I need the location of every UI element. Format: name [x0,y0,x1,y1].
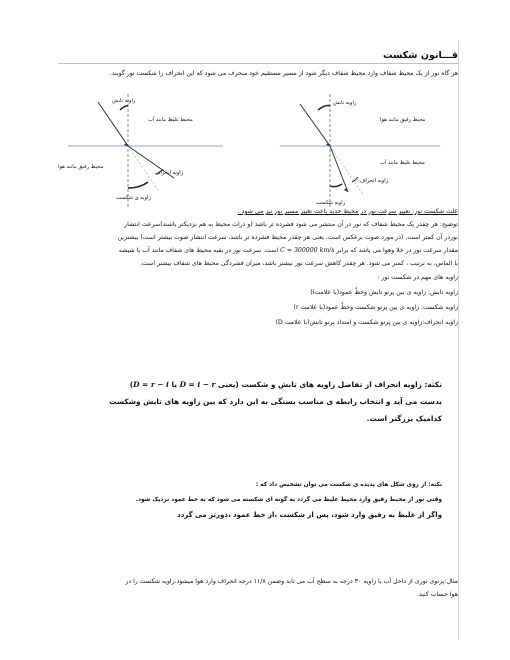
deviation-formula-1: D = i − r [179,380,216,389]
deviation-formula-2: D = r − i [133,380,169,389]
note-1-line-1 [62,376,442,393]
explain-3-a: مقدار سرعت نور در خلا وهوا می باشد که برابر [334,247,458,254]
right-medium-bottom: محیط غلیظ مانند آب [380,160,425,166]
angle-incidence-def: زاویه تابش: زاویه ی بین پرتو تابش وخطٌ عمود(با علامتi) [310,289,458,296]
example [48,575,458,601]
body-explain-3 [58,245,458,256]
right-incident-label: زاویه تابش [333,100,357,106]
refraction-diagram-air-to-water [280,92,450,212]
note-1 [62,376,442,427]
note-1-or: یا [168,380,180,389]
explain-3-b: است. سرعت نور در بقیه محیط های شفاف مانند آب یا شیشه [118,247,281,254]
cause-text: علت شکست نور: تغییر سرعت نور در محیط جدید باعث تغییر مسیر نور نیز می شود . [237,208,458,215]
left-medium-bottom: محیط رقیق مانند هوا [58,164,104,170]
speed-of-light-formula: C = 300000 km/s [280,247,335,254]
left-refraction-label: زاویه ی شکست [116,195,151,201]
angle-deviation-def: زاویه انحراف:زاویه ی بین پرتو شکست و امتداد پرتو تابش(با علامت D) [275,319,458,326]
intro-paragraph: هر گاه نور از یک محیط شفاف وارد محیط شفاف دیگر شود از مسیر مستقیم خود منحرف می شود که این انحراف را شکست نور گویند. [109,70,458,77]
example-line-1: مثال:پرتوی نوری از داخل آب با زاویه ۳۰ درجه به سطح آب می تابد وضمن ۱۱/۸ درجه انحراف وارد هوا میشود.زاویه شکست را در [125,578,458,585]
note-2 [62,478,442,523]
note-2-line-3: واگر از غلیظ به رقیق وارد شود، پس از شکست ،از خط عمود ،دورتر می گردد [177,511,442,519]
right-medium-top: محیط رقیق مانند هوا [380,117,426,123]
note-2-line-1: نکته: از روی شکل های پدیده ی شکست می توان تشخیص داد که : [255,482,442,488]
right-deviation-label: زاویه انحراف [360,178,389,184]
page-title: قـــانون شکست [382,50,458,61]
right-margin-rule [458,40,459,640]
header-rule [58,63,458,64]
body-explain-4: یا الماس، به ترتیب ، کمتر می شود. هر چقدر کاهش سرعت نور بیشتر باشد، میزان فشردگی محیط های شفاف بیشتر است. [140,260,458,267]
note-1-line-2: بدست می آید و انتخاب رابطه ی مناسب بستگی به این دارد که بین زاویه های تابش وشکست [109,397,442,406]
angle-refraction-def: زاویه شکست: زاویه ی بین پرتو شکست وخطٌ عمود(با علامت r) [293,304,458,311]
left-incident-label: زاویه تابش [112,98,136,104]
note-1-line-3: کدامیک بزرگتر است. [366,414,442,423]
refraction-diagram-water-to-air [58,92,228,212]
example-line-2: هوا حساب کنید. [416,591,458,598]
left-medium-top: محیط غلیظ مانند آب [148,117,193,123]
note-2-line-2: وقتی نور از محیط رقیق وارد محیط غلیظ می گردد به گونه ای شکسته می شود که به خط عمود نزدیک شود. [135,497,442,503]
body-cause [58,206,458,217]
note-1-line-1-b: ) [129,380,134,389]
right-refraction-label: زاویه شکست [316,200,346,206]
note-1-line-1-a: نکته: زاویه انحراف از تفاضل زاویه های تابش و شکست (یعنی [215,380,442,389]
body-explain-2: نوردر آن کمتر است. (در مورد صوت برعکس است. یعنی هر چقدر محیط فشرده تر باشد، سرعت انتشار صوت بیشتر است) بیشترین [117,234,458,241]
left-deviation-label: زاویه انحراف [155,170,184,176]
body-explain-1: توضیح: هر چقدر یک محیط شفاف که نور در آن منتشر می شود فشرده تر باشد (و ذرات محیط به هم نزدیکتر باشند)سرعت انتشار [124,221,458,228]
angles-title: زاویه های مهم در شکست نور : [377,274,458,281]
